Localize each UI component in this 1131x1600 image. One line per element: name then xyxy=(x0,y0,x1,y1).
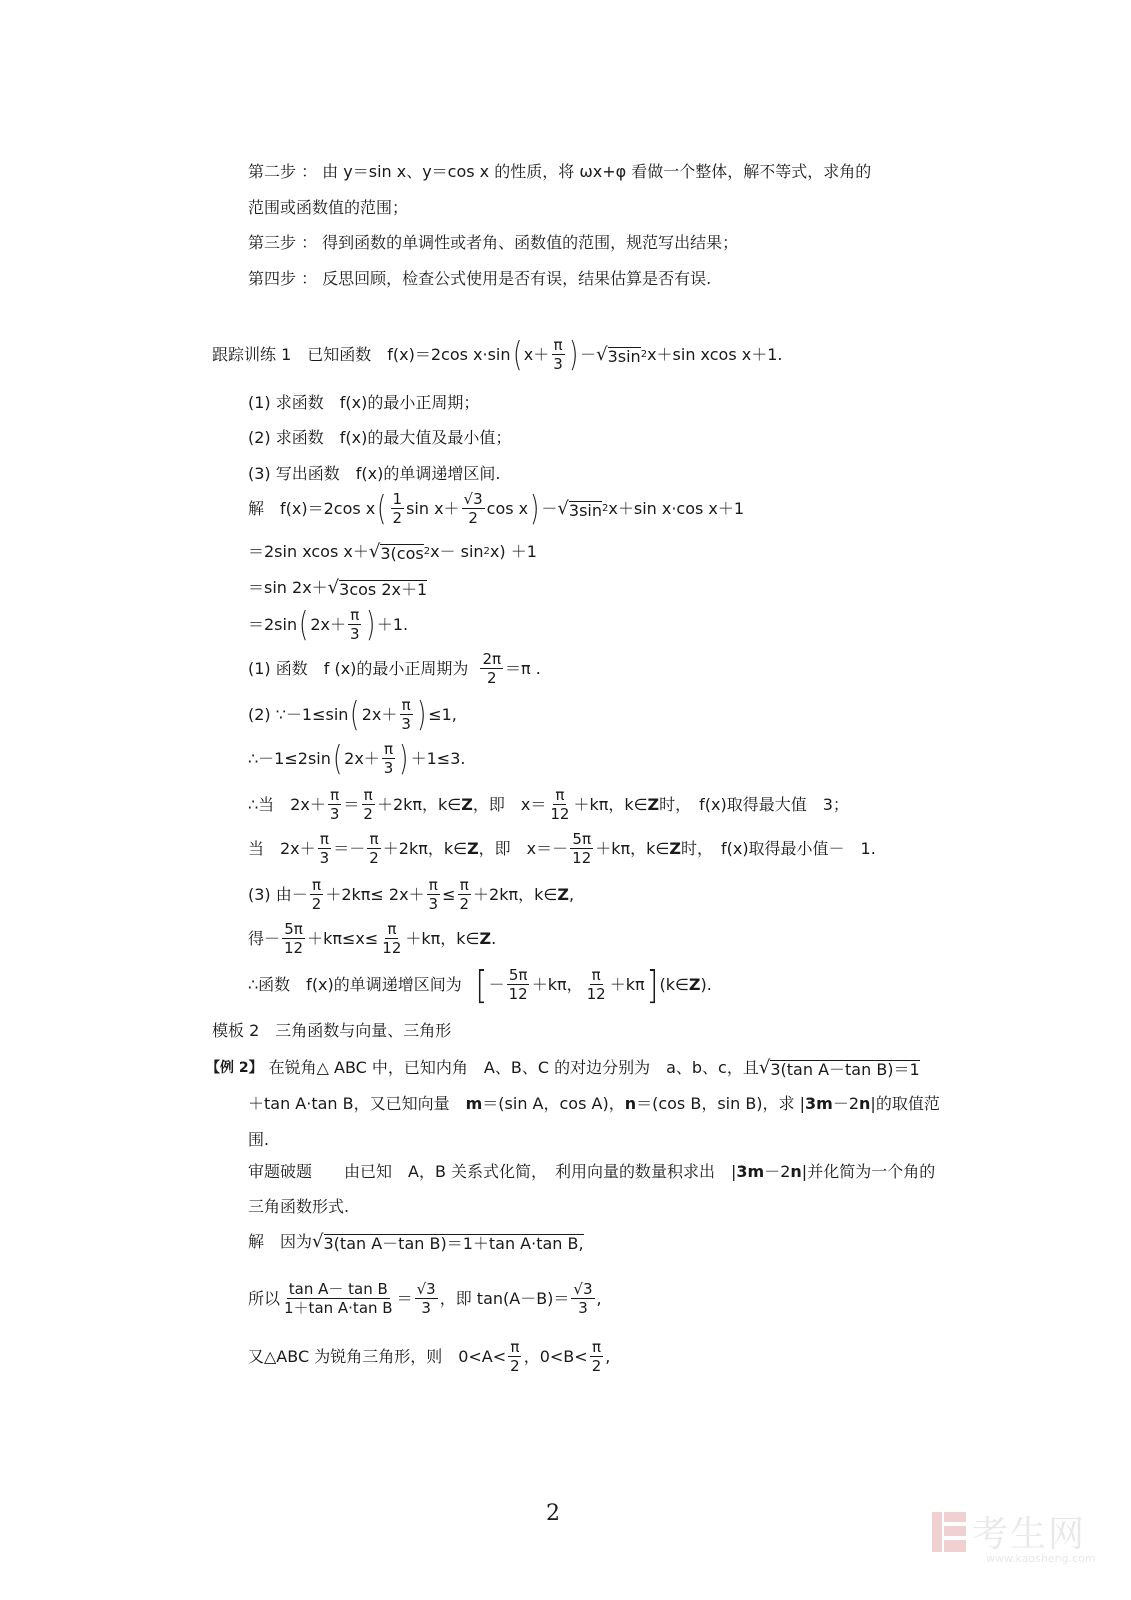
exercise-statement: 跟踪训练 1 已知函数 f(x)＝2cos x·sin ( x＋ $\frac{\pi}{3}$ ) － √ 3sin 2 x＋sin xcos x＋1. xyxy=(212,334,783,375)
watermark-text: 考生网 xyxy=(972,1514,1087,1555)
step3-line: 第三步 ： 得到函数的单调性或者角、函数值的范围，规范写出结果； xyxy=(248,233,739,252)
step4-line: 第四步 ： 反思回顾，检查公式使用是否有误，结果估算是否有误. xyxy=(248,269,712,288)
interval-line-1: (3) 由－ $\frac{\pi}{2}$ ＋2kπ≤ 2x＋ $\frac{\pi}{3}$ ≤ $\frac{\pi}{2}$ ＋2kπ，k∈ Z , xyxy=(248,876,575,913)
period-line: (1) 函数 f (x)的最小正周期为 $\frac{2\pi}{2}$ ＝π . xyxy=(248,650,541,687)
page-number: 2 xyxy=(546,1501,560,1526)
interval-line-3: ∴函数 f(x)的单调递增区间为 [ － $\frac{5\pi}{12}$ ＋kπ， $\frac{\pi}{12}$ ＋kπ ] (k∈ Z ). xyxy=(248,962,712,1007)
template-2-heading: 模板 2 三角函数与向量、三角形 xyxy=(212,1021,452,1040)
solution-line-1: 解 f(x)＝2cos x ( $\frac{1}{2}$ sin x＋ $\frac{√3}{2}$ cos x ) － √ 3sin 2 x＋sin x·cos x＋1 xyxy=(248,488,745,529)
hint-line-1: 审题破题 由已知 A，B 关系式化简， 利用向量的数量积求出 |3m－2n|并化简为一个角的 xyxy=(248,1162,936,1181)
step2-line-a: 第二步 ： 由 y＝sin x、y＝cos x 的性质，将 ωx+φ 看做一个整体，解不等式，求角的 xyxy=(248,162,872,181)
example-solution-line-1: 解 因为 √ 3(tan A－tan B)＝1＋tan A·tan B, xyxy=(248,1231,584,1253)
watermark-url: www.kaosheng.com xyxy=(986,1552,1096,1565)
range-line-1: (2) ∵－1≤sin ( 2x＋ $\frac{\pi}{3}$ ) ≤1, xyxy=(248,694,457,735)
solution-line-4: ＝2sin ( 2x＋ $\frac{\pi}{3}$ ) ＋1. xyxy=(248,604,409,645)
max-line: ∴当 2x＋ $\frac{\pi}{3}$ ＝ $\frac{\pi}{2}$ ＋2kπ，k∈ Z ，即 x＝ $\frac{\pi}{12}$ ＋kπ，k∈ Z 时， f(x)取得最大值 3； xyxy=(248,786,849,823)
hint-line-2: 三角函数形式. xyxy=(248,1197,350,1216)
example-2-line-1: 【例 2】 在锐角△ ABC 中，已知内角 A、B、C 的对边分别为 a、b、c，且 √ 3(tan A－tan B)＝1 xyxy=(206,1057,920,1079)
range-line-2: ∴－1≤2sin ( 2x＋ $\frac{\pi}{3}$ ) ＋1≤3. xyxy=(248,738,466,779)
step2-line-b: 范围或函数值的范围； xyxy=(248,198,409,217)
interval-line-2: 得－ $\frac{5\pi}{12}$ ＋kπ≤x≤ $\frac{\pi}{12}$ ＋kπ，k∈ Z . xyxy=(248,920,497,957)
solution-line-3: ＝sin 2x＋ √ 3cos 2x＋1 xyxy=(248,577,428,599)
question-2: (2) 求函数 f(x)的最大值及最小值； xyxy=(248,428,512,447)
min-line: 当 2x＋ $\frac{\pi}{3}$ ＝－ $\frac{\pi}{2}$ ＋2kπ，k∈ Z ，即 x＝－ $\frac{5\pi}{12}$ ＋kπ，k∈ Z 时， f(x)取得最小值－ 1. xyxy=(248,830,876,867)
watermark-logo xyxy=(930,1504,1110,1574)
question-1: (1) 求函数 f(x)的最小正周期； xyxy=(248,393,480,412)
example-label: 【例 2】 xyxy=(206,1060,263,1076)
example-2-line-3: 围. xyxy=(248,1130,270,1149)
example-2-line-2: ＋tan A·tan B，又已知向量 m＝(sin A，cos A)，n＝(cos B，sin B)，求 |3m－2n|的取值范 xyxy=(248,1094,940,1113)
example-solution-line-3: 又△ABC 为锐角三角形，则 0<A< $\frac{\pi}{2}$ ，0<B< $\frac{\pi}{2}$ , xyxy=(248,1338,611,1375)
question-3: (3) 写出函数 f(x)的单调递增区间. xyxy=(248,464,501,483)
example-solution-line-2: 所以 $\frac{\text{tan A－ tan B}}{\text{1＋tan A·tan B}}$ ＝ $\frac{√3}{3}$ ，即 tan(A－B)＝ $\frac{√3}{3}$ , xyxy=(248,1280,602,1317)
solution-line-2: ＝2sin xcos x＋ √ 3(cos 2 x－ sin 2 x) ＋1 xyxy=(248,541,537,563)
